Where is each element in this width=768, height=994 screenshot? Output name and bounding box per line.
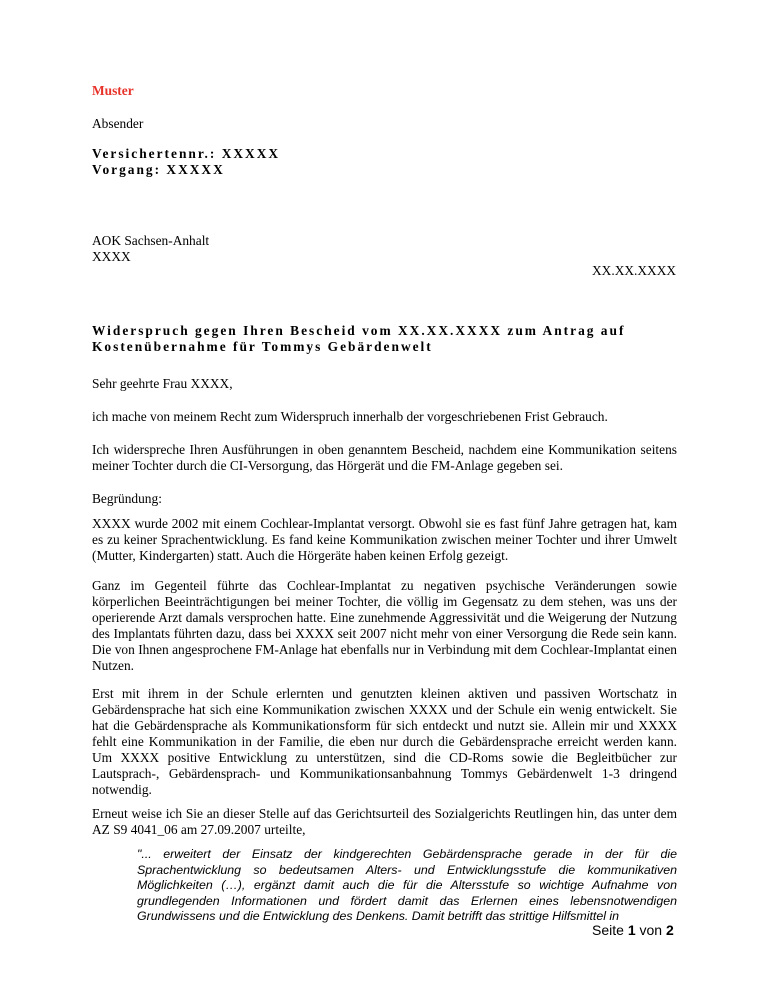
- paragraph-4: XXXX wurde 2002 mit einem Cochlear-Implantat versorgt. Obwohl sie es fast fünf Jahre getragen hat, kam es zu keiner Sprachentwicklung. Es fand keine Kommunikation zwischen meiner Tochter und ihrer Umwelt (Mutter, Kindergarten) statt. Auch die Hörgeräte haben keinen Erfolg gezeigt.: [92, 516, 677, 563]
- paragraph-3: Begründung:: [92, 491, 162, 506]
- paragraph-7: Erneut weise ich Sie an dieser Stelle auf das Gerichtsurteil des Sozialgerichts Reutlingen hin, das unter dem AZ S9 4041_06 am 27.09.2007 urteilte,: [92, 806, 677, 837]
- paragraph-6: Erst mit ihrem in der Schule erlernten und genutzten kleinen aktiven und passiven Wortschatz in Gebärdensprache hat sich eine Kommunikation zwischen XXXX und der Schule ein wenig entwickelt. Sie hat die Gebärdensprache als Kommunikationsform für sich entdeckt und nutzt sie. Allein mir und XXXX fehlt eine Kommunikation in der Familie, die eben nur durch die Gebärdensprache erreicht werden kann. Um XXXX positive Entwicklung zu unterstützen, sind die CD-Roms sowie die Begleitbücher zur Lautsprach-, Gebärdensprach- und Kommunikationsanbahnung Tommys Gebärdenwelt 1-3 dringend notwendig.: [92, 686, 677, 797]
- of-word: von: [639, 922, 663, 938]
- paragraph-1: ich mache von meinem Recht zum Widerspruch innerhalb der vorgeschriebenen Frist Gebrauch.: [92, 409, 608, 424]
- subject-line: Widerspruch gegen Ihren Bescheid vom XX.XX.XXXX zum Antrag auf Kostenübernahme für Tommys Gebärdenwelt: [92, 323, 626, 354]
- salutation: Sehr geehrte Frau XXXX,: [92, 376, 233, 391]
- insurance-number: Versichertennr.: XXXXX: [92, 146, 281, 161]
- page-word: Seite: [592, 922, 624, 938]
- recipient-address: XXXX: [92, 249, 131, 264]
- muster-label: Muster: [92, 83, 134, 98]
- case-number: Vorgang: XXXXX: [92, 162, 225, 177]
- paragraph-5: Ganz im Gegenteil führte das Cochlear-Implantat zu negativen psychische Veränderungen sowie körperlichen Beeinträchtigungen bei meiner Tochter, die völlig im Gegensatz zu dem stehen, was uns der operierende Arzt damals versprochen hatte. Eine zunehmende Aggressivität und die Weigerung der Nutzung des Implantats führten dazu, dass bei XXXX seit 2007 nicht mehr von einer Versorgung die Rede sein kann. Die von Ihnen angesprochene FM-Anlage hat ebenfalls nur in Verbindung mit dem Cochlear-Implantat einen Nutzen.: [92, 578, 677, 673]
- court-quote: "... erweitert der Einsatz der kindgerechten Gebärdensprache gerade in der für die Sprachentwicklung so bedeutsamen Alters- und Entwicklungsstufe die kommunikativen Möglichkeiten (…), ergänzt damit auch die für die Altersstufe so wichtige Aufnahme von grundlegenden Informationen und fördert damit das Erlernen eines lebensnotwendigen Grundwissens und die Entwicklung des Denkens. Damit betrifft das strittige Hilfsmittel in: [137, 847, 677, 923]
- page-footer: [592, 922, 674, 938]
- letter-date: XX.XX.XXXX: [592, 263, 677, 278]
- sender-line: Absender: [92, 116, 144, 131]
- paragraph-2: Ich widerspreche Ihren Ausführungen in oben genanntem Bescheid, nachdem eine Kommunikation seitens meiner Tochter durch die CI-Versorgung, das Hörgerät und die FM-Anlage gegeben sei.: [92, 442, 677, 473]
- recipient-name: AOK Sachsen-Anhalt: [92, 233, 210, 248]
- page-total: 2: [665, 922, 674, 938]
- page-current: 1: [627, 922, 636, 938]
